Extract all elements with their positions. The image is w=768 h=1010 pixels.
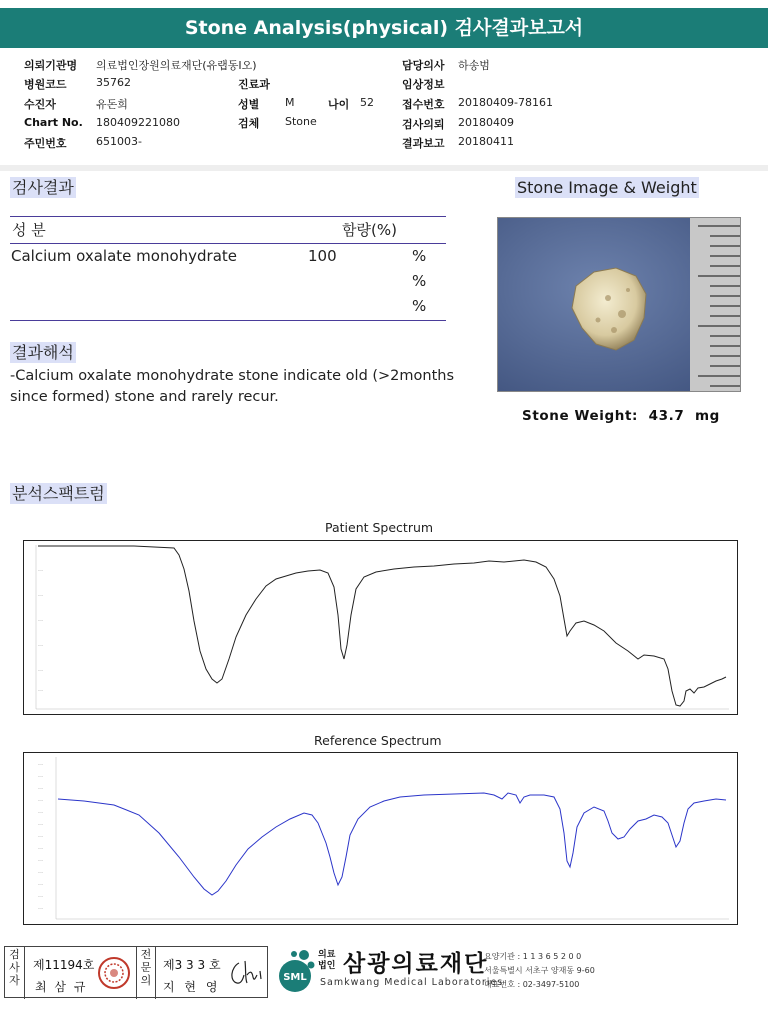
registration-number: 요양기관 : 1 1 3 6 5 2 0 0 xyxy=(484,952,582,961)
table-bottom-rule xyxy=(10,320,446,321)
org-name-en: Samkwang Medical Laboratories xyxy=(320,977,504,988)
sml-logo-icon xyxy=(272,947,318,995)
interpretation-section-title: 결과해석 xyxy=(12,343,74,362)
section-divider xyxy=(0,165,768,171)
stone-weight-unit: mg xyxy=(694,408,720,424)
chart-label: Chart No. xyxy=(24,116,83,129)
specialist-vertical-label: 전문의 xyxy=(136,947,156,999)
svg-text:----: ---- xyxy=(38,593,44,597)
doctor-value: 하송범 xyxy=(458,59,490,72)
hospital-code-value: 35762 xyxy=(96,76,131,89)
org-phone: 대표번호 : 02-3497-5100 xyxy=(484,980,580,989)
interpretation-text: -Calcium oxalate monohydrate stone indicate old (>2months since formed) stone and rarely recur. xyxy=(10,368,455,405)
inspector-license-no: 제11194호 xyxy=(33,958,95,972)
org-address: 서울특별시 서초구 양재동 9-60 xyxy=(484,966,595,975)
svg-text:----: ---- xyxy=(38,858,44,862)
resident-label: 주민번호 xyxy=(24,137,67,150)
chart-value: 180409221080 xyxy=(96,116,180,129)
patient-value: 유돈희 xyxy=(96,98,128,111)
svg-text:----: ---- xyxy=(38,906,44,910)
patient-info xyxy=(0,52,768,164)
stone-section-title: Stone Image & Weight xyxy=(517,178,697,197)
svg-text:----: ---- xyxy=(38,643,44,647)
svg-text:----: ---- xyxy=(38,822,44,826)
report-value: 20180411 xyxy=(458,135,514,148)
results-section-title: 검사결과 xyxy=(12,178,74,197)
svg-text:----: ---- xyxy=(38,870,44,874)
age-value: 52 xyxy=(360,96,374,109)
svg-text:----: ---- xyxy=(38,882,44,886)
result-unit: % xyxy=(412,297,427,315)
reference-spectrum-title: Reference Spectrum xyxy=(314,733,442,748)
table-top-rule xyxy=(10,216,446,217)
request-value: 20180409 xyxy=(458,116,514,129)
svg-text:----: ---- xyxy=(38,774,44,778)
doctor-label: 담당의사 xyxy=(402,59,445,72)
reference-spectrum-svg xyxy=(24,753,737,924)
patient-spectrum-svg xyxy=(24,541,737,714)
spectrum-section-title: 분석스팩트럼 xyxy=(12,484,105,503)
seal-stamp xyxy=(97,956,131,990)
request-label: 검사의뢰 xyxy=(402,118,445,131)
age-label: 나이 xyxy=(328,98,350,111)
table-header-rule xyxy=(10,243,446,244)
svg-text:----: ---- xyxy=(38,786,44,790)
svg-text:----: ---- xyxy=(38,762,44,766)
result-value: 100 xyxy=(308,247,337,265)
hospital-code-label: 병원코드 xyxy=(24,78,67,91)
stone-weight-label: Stone Weight: xyxy=(522,408,639,424)
clinical-label: 임상정보 xyxy=(402,78,445,91)
stone-weight-value: 43.7 xyxy=(648,408,685,424)
svg-text:----: ---- xyxy=(38,798,44,802)
svg-text:----: ---- xyxy=(38,894,44,898)
svg-text:----: ---- xyxy=(38,568,44,572)
org-prefix: 의료법인 xyxy=(318,950,336,971)
specimen-label: 검체 xyxy=(238,117,260,130)
report-footer xyxy=(0,944,768,1004)
patient-label: 수진자 xyxy=(24,98,56,111)
sml-logo-text: SML xyxy=(283,972,307,983)
col-content-header: 함량(%) xyxy=(342,221,397,239)
institution-value: 의료법인장원의료재단(유랩동I오) xyxy=(96,59,257,72)
report-title: Stone Analysis(physical) 검사결과보고서 xyxy=(0,8,768,48)
svg-text:----: ---- xyxy=(38,688,44,692)
institution-label: 의뢰기관명 xyxy=(24,59,78,72)
patient-spectrum-line xyxy=(38,546,726,706)
specimen-value: Stone xyxy=(285,115,317,128)
stone-photo xyxy=(497,217,741,392)
reference-spectrum-plot xyxy=(23,752,738,925)
result-unit: % xyxy=(412,247,427,265)
specialist-name: 지 현 영 xyxy=(163,980,221,994)
svg-text:----: ---- xyxy=(38,846,44,850)
svg-text:----: ---- xyxy=(38,618,44,622)
result-unit: % xyxy=(412,272,427,290)
report-label: 결과보고 xyxy=(402,137,445,150)
specialist-license-no: 제3 3 3 호 xyxy=(163,958,221,972)
svg-text:----: ---- xyxy=(38,810,44,814)
receipt-label: 접수번호 xyxy=(402,98,445,111)
svg-text:----: ---- xyxy=(38,834,44,838)
reference-spectrum-line xyxy=(58,793,726,895)
org-name: 삼광의료재단 xyxy=(343,951,489,977)
handwritten-signature xyxy=(227,957,265,989)
col-component-header: 성 분 xyxy=(12,221,46,239)
signature-box xyxy=(4,946,268,998)
patient-spectrum-title: Patient Spectrum xyxy=(325,520,434,535)
result-component: Calcium oxalate monohydrate xyxy=(11,247,238,265)
receipt-value: 20180409-78161 xyxy=(458,96,553,109)
sex-value: M xyxy=(285,96,295,109)
patient-spectrum-plot xyxy=(23,540,738,715)
resident-value: 651003- xyxy=(96,135,142,148)
dept-label: 진료과 xyxy=(238,78,270,91)
sex-label: 성별 xyxy=(238,98,260,111)
inspector-vertical-label: 검사자 xyxy=(5,947,25,999)
inspector-name: 최 삼 규 xyxy=(35,980,88,994)
stone-photo-image xyxy=(498,218,741,392)
stone-weight xyxy=(522,408,720,424)
svg-text:----: ---- xyxy=(38,668,44,672)
